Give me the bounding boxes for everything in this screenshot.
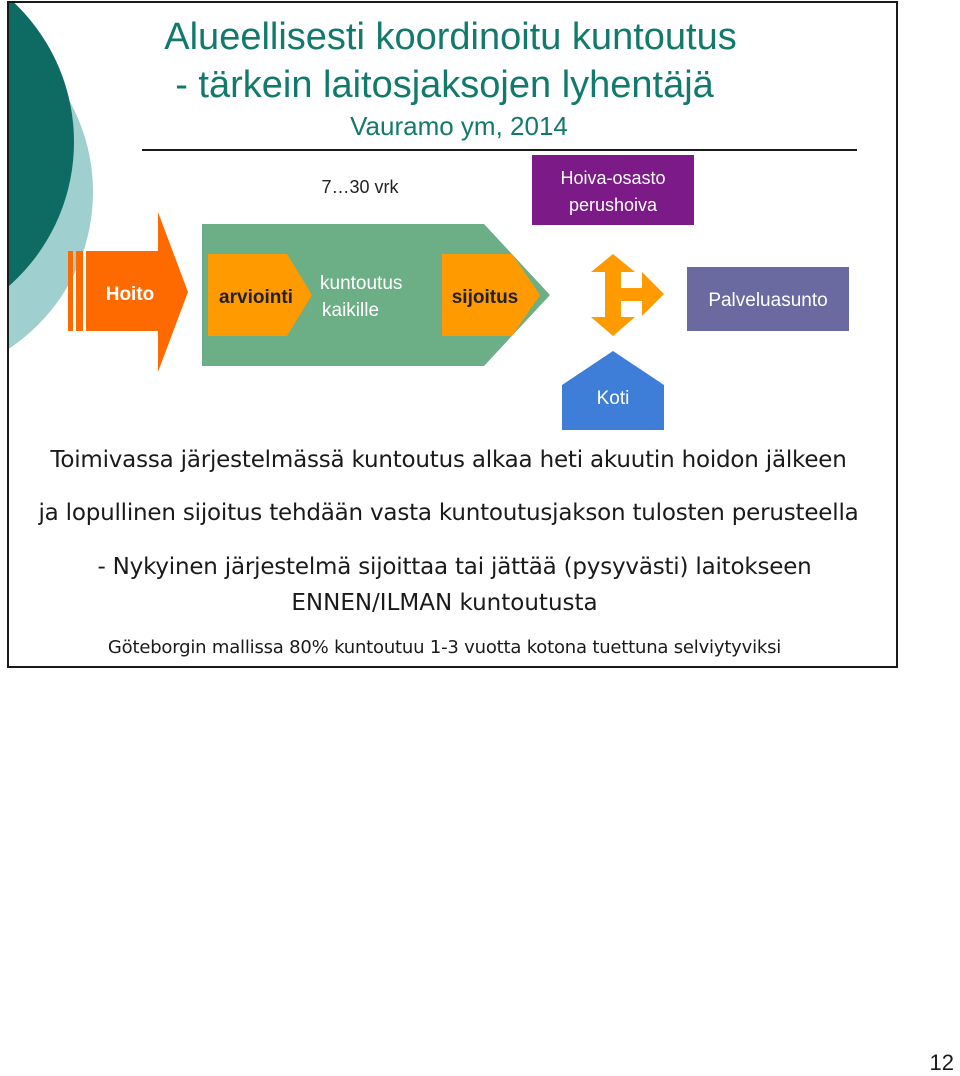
- koti-label: Koti: [596, 388, 630, 409]
- sijoitus-label: sijoitus: [451, 287, 519, 308]
- routing-arrow: [591, 254, 664, 336]
- body-paragraph-2-line2: ENNEN/ILMAN kuntoutusta: [291, 590, 598, 616]
- three-way-arrow-shape: [591, 254, 664, 336]
- hoito-label: Hoito: [105, 284, 155, 305]
- body-paragraph-2-line1: - Nykyinen järjestelmä sijoittaa tai jättää (pysyvästi) laitokseen: [97, 554, 812, 580]
- slide-title-line2: - tärkein laitosjaksojen lyhentäjä: [175, 64, 714, 106]
- slide-subtitle: Vauramo ym, 2014: [350, 111, 568, 141]
- page-number: 12: [929, 1050, 954, 1075]
- palveluasunto-label: Palveluasunto: [708, 290, 828, 311]
- duration-label: 7…30 vrk: [321, 177, 399, 197]
- slide: [7, 1, 898, 668]
- care-flow-diagram: [7, 2, 893, 442]
- body-paragraph-1-line1: Toimivassa järjestelmässä kuntoutus alkaa heti akuutin hoidon jälkeen: [50, 447, 847, 473]
- hoito-stripe-1: [68, 251, 73, 331]
- arviointi-label: arviointi: [219, 287, 293, 308]
- hoiva-osasto-label-line1: Hoiva-osasto: [560, 168, 666, 188]
- slide-title-line1: Alueellisesti koordinoitu kuntoutus: [164, 16, 737, 58]
- kuntoutus-label-line1: kuntoutus: [320, 273, 403, 294]
- hoiva-osasto-label-line2: perushoiva: [568, 195, 658, 215]
- body-paragraph-1-line2: ja lopullinen sijoitus tehdään vasta kuntoutusjakson tulosten perusteella: [38, 500, 859, 526]
- hoito-stripe-2: [76, 251, 83, 331]
- body-paragraph-3: Göteborgin mallissa 80% kuntoutuu 1-3 vuotta kotona tuettuna selviytyviksi: [107, 637, 782, 658]
- kuntoutus-label-line2: kaikille: [322, 300, 380, 321]
